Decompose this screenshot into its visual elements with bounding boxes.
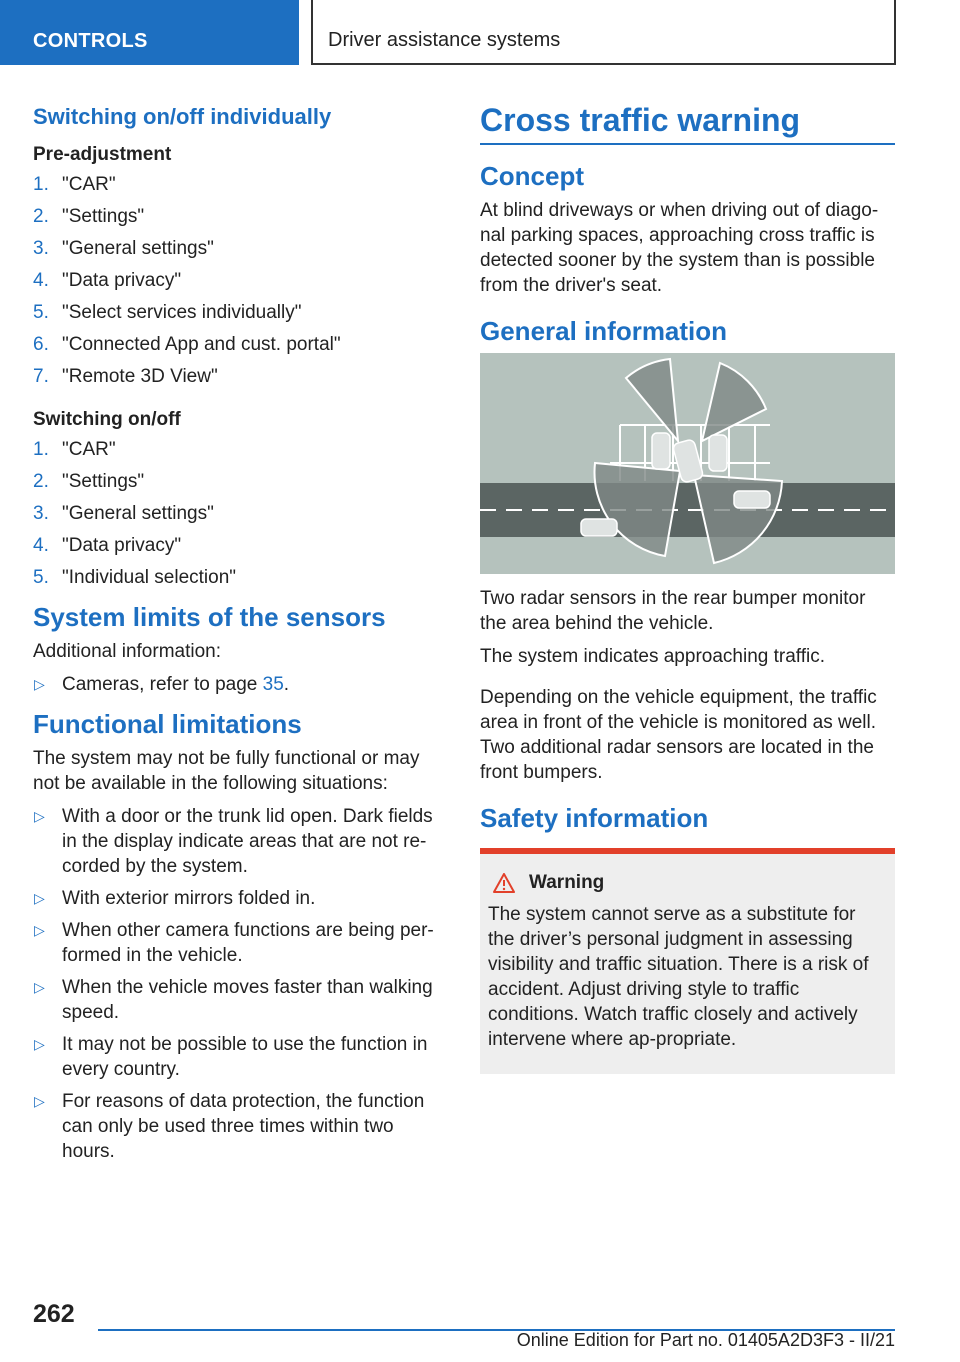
switching-list: [33, 437, 438, 590]
list-item: ▷ When other camera functions are being per-formed in the vehicle.: [34, 920, 434, 966]
chapter-label: Driver assistance systems: [328, 29, 561, 51]
list-item: 4. "Data privacy": [33, 270, 182, 291]
concept-text: At blind driveways or when driving out of diago-nal parking spaces, approaching cross traffic is detected sooner by the system than is possible from the driver's seat.: [480, 200, 879, 296]
functional-intro: The system may not be fully functional or may not be available in the following situations:: [33, 748, 420, 794]
list-item: 5. "Select services individually": [33, 302, 302, 323]
cross-traffic-illustration: [480, 353, 895, 574]
page-link[interactable]: 35: [262, 674, 284, 695]
general-text-3: Depending on the vehicle equipment, the traffic area in front of the vehicle is monitored as well. Two additional radar sensors are located in the front bumpers.: [480, 687, 877, 783]
warning-box: [480, 848, 895, 1074]
triangle-right-icon: ▷: [34, 979, 45, 995]
list-item: 6. "Connected App and cust. portal": [33, 334, 341, 355]
list-item: 2. "Settings": [33, 206, 145, 227]
list-item: 3. "General settings": [33, 503, 214, 524]
functional-list: [33, 804, 438, 1164]
warning-title: Warning: [529, 872, 605, 893]
concept-heading: Concept: [480, 161, 584, 191]
list-item: ▷ For reasons of data protection, the function can only be used three times within two hours.: [34, 1091, 425, 1162]
chapter-box: [311, 0, 896, 65]
triangle-right-icon: ▷: [34, 1093, 45, 1109]
cross-traffic-title: Cross traffic warning: [480, 102, 895, 145]
list-item: ▷ When the vehicle moves faster than walking speed.: [34, 977, 433, 1023]
warning-header: [488, 872, 887, 894]
system-limits-heading: System limits of the sensors: [33, 602, 386, 632]
triangle-right-icon: ▷: [34, 890, 45, 906]
switching-individually-heading: Switching on/off individually: [33, 104, 332, 129]
section-label: CONTROLS: [33, 30, 148, 52]
triangle-right-icon: ▷: [34, 1036, 45, 1052]
list-item: 1. "CAR": [33, 439, 116, 460]
warning-text: The system cannot serve as a substitute for the driver’s personal judgment in assessing visibility and traffic situation. There is a risk of accident. Adjust driving style to traffic conditions. Watch traffic closely and actively intervene where ap-propriate.: [488, 904, 869, 1050]
list-item: 5. "Individual selection": [33, 567, 237, 588]
list-item: 2. "Settings": [33, 471, 145, 492]
limits-intro: Additional information:: [33, 641, 221, 662]
section-tab: [0, 0, 299, 65]
switching-heading: Switching on/off: [33, 409, 181, 430]
list-item: ▷ It may not be possible to use the function in every country.: [34, 1034, 428, 1080]
triangle-right-icon: ▷: [34, 808, 45, 824]
list-item: 1. "CAR": [33, 174, 116, 195]
general-information-heading: General information: [480, 316, 728, 346]
list-item: ▷ With exterior mirrors folded in.: [34, 888, 316, 909]
list-item: 3. "General settings": [33, 238, 214, 259]
right-column: [480, 100, 895, 1074]
general-text-1: Two radar sensors in the rear bumper monitor the area behind the vehicle.: [480, 588, 866, 634]
safety-information-heading: Safety information: [480, 803, 709, 833]
pre-adjustment-heading: Pre-adjustment: [33, 144, 172, 165]
functional-limitations-heading: Functional limitations: [33, 709, 302, 739]
warning-triangle-icon: [493, 873, 515, 893]
pre-adjustment-list: [33, 172, 438, 389]
list-item: ▷ Cameras, refer to page 35.: [34, 674, 290, 695]
general-text-2: The system indicates approaching traffic.: [480, 646, 825, 667]
list-item: 4. "Data privacy": [33, 535, 182, 556]
list-item: 7. "Remote 3D View": [33, 366, 218, 387]
limits-list: [33, 672, 438, 697]
list-item: ▷ With a door or the trunk lid open. Dark fields in the display indicate areas that are not re-corded by the system.: [34, 806, 433, 877]
page-number: 262: [33, 1300, 75, 1328]
triangle-right-icon: ▷: [34, 676, 45, 692]
triangle-right-icon: ▷: [34, 922, 45, 938]
edition-text: Online Edition for Part no. 01405A2D3F3 - II/21: [516, 1330, 895, 1350]
left-column: [33, 100, 438, 1171]
